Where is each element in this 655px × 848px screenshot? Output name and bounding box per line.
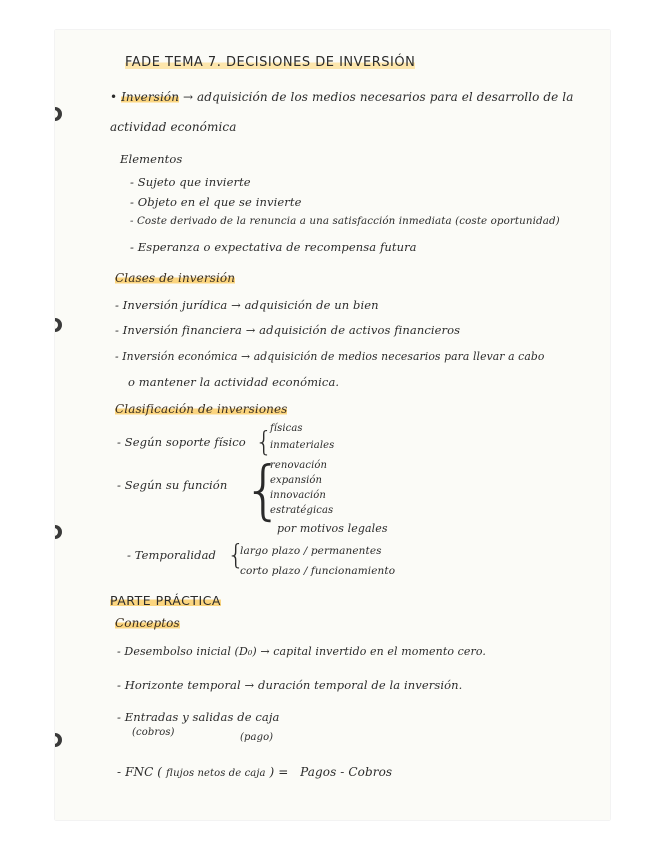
definition-term: Inversión bbox=[121, 90, 180, 104]
list-item: - Inversión económica → adquisición de medios necesarios para llevar a cabo bbox=[115, 350, 545, 363]
option-item: innovación bbox=[270, 490, 326, 501]
conceptos-heading: Conceptos bbox=[115, 616, 180, 630]
option-item: físicas bbox=[270, 423, 303, 434]
flujos-label: - Entradas y salidas de caja bbox=[117, 710, 280, 724]
soporte-label: - Según soporte físico bbox=[117, 435, 246, 449]
cobros-note: (cobros) bbox=[132, 727, 175, 738]
option-item: estratégicas bbox=[270, 505, 334, 516]
option-item: por motivos legales bbox=[277, 522, 388, 535]
list-item: - Coste derivado de la renuncia a una satisfacción inmediata (coste oportunidad) bbox=[130, 215, 560, 227]
binder-hole bbox=[55, 733, 62, 747]
notebook-page bbox=[55, 30, 610, 820]
page-title: FADE TEMA 7. DECISIONES DE INVERSIÓN bbox=[125, 55, 416, 70]
practica-heading: PARTE PRÁCTICA bbox=[110, 593, 221, 608]
option-item: largo plazo / permanentes bbox=[240, 545, 382, 557]
clases-heading: Clases de inversión bbox=[115, 271, 236, 285]
brace-icon: { bbox=[255, 425, 273, 458]
list-item: - Objeto en el que se invierte bbox=[130, 195, 302, 209]
fnc-formula: Pagos - Cobros bbox=[300, 765, 393, 779]
option-item: corto plazo / funcionamiento bbox=[240, 565, 396, 577]
binder-hole bbox=[55, 525, 62, 539]
option-item: expansión bbox=[270, 475, 323, 486]
temporalidad-label: - Temporalidad bbox=[127, 548, 217, 562]
list-item: - Horizonte temporal → duración temporal de la inversión. bbox=[117, 678, 463, 692]
definition-text-2: actividad económica bbox=[110, 120, 237, 134]
brace-icon: { bbox=[243, 454, 284, 528]
binder-hole bbox=[55, 318, 62, 332]
binder-hole bbox=[55, 107, 62, 121]
definition-line: • Inversión → adquisición de los medios necesarios para el desarrollo de la bbox=[110, 90, 574, 104]
clasificacion-heading: Clasificación de inversiones bbox=[115, 402, 288, 416]
list-item: o mantener la actividad económica. bbox=[128, 375, 340, 389]
option-item: renovación bbox=[270, 460, 328, 471]
list-item: - Sujeto que invierte bbox=[130, 175, 251, 189]
fnc-line: - FNC ( flujos netos de caja ) = Pagos - Cobros bbox=[117, 765, 393, 779]
option-item: inmateriales bbox=[270, 440, 335, 451]
list-item: - Inversión jurídica → adquisición de un bien bbox=[115, 298, 379, 312]
definition-text: → adquisición de los medios necesarios para el desarrollo de la bbox=[182, 90, 574, 104]
list-item: - Esperanza o expectativa de recompensa futura bbox=[130, 240, 417, 254]
brace-icon: { bbox=[227, 538, 245, 571]
list-item: - Inversión financiera → adquisición de activos financieros bbox=[115, 323, 461, 337]
funcion-label: - Según su función bbox=[117, 478, 228, 492]
list-item: - Desembolso inicial (D₀) → capital invertido en el momento cero. bbox=[117, 645, 487, 658]
elementos-heading: Elementos bbox=[120, 152, 183, 166]
pago-note: (pago) bbox=[240, 732, 274, 743]
